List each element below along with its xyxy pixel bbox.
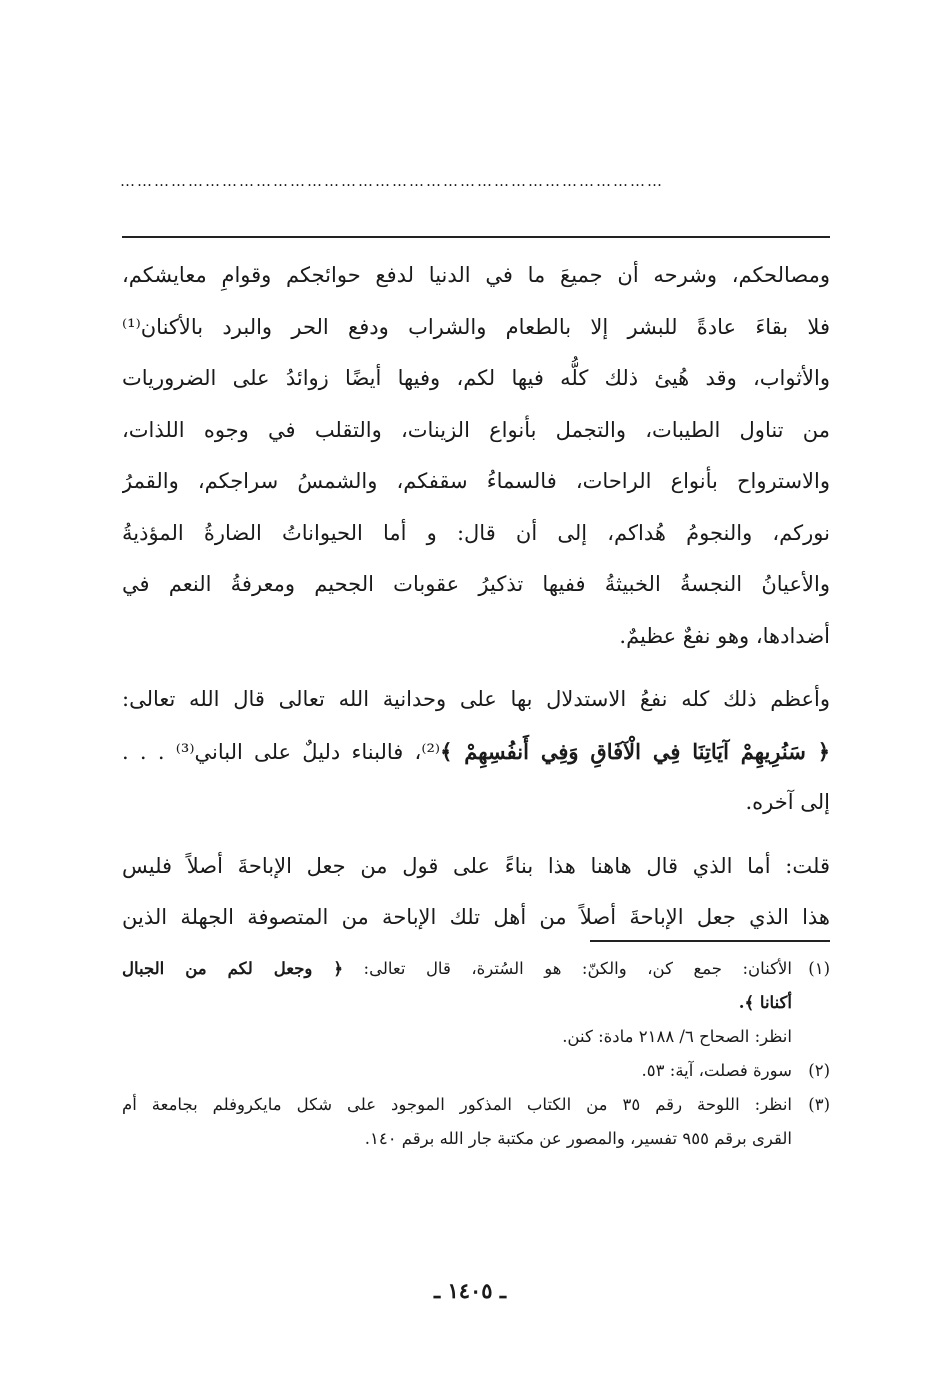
footnote-number: (١) [808,959,830,978]
footnote-reference: انظر: الصحاح ٦/ ٢١٨٨ مادة: كنن. [562,1027,792,1046]
header-rule [122,236,830,238]
footnote-3 [122,1088,830,1122]
footnote-text-cont: القرى برقم ٩٥٥ تفسير، والمصور عن مكتبة جار الله برقم ١٤٠. [364,1129,792,1148]
footnote-quran: ﴿ وجعل لكم من الجبال [122,959,344,978]
text-line: نوركم، والنجومُ هُداكم، إلى أن قال: و أما الحيواناتُ الضارةُ المؤذيةُ [122,520,830,545]
footnote-quran-cont: أكنانا ﴾. [738,993,792,1012]
main-text [122,250,830,944]
text-line: أضدادها، وهو نفعٌ عظيمٌ. [619,623,830,648]
quran-verse: ﴿ سَنُرِيهِمْ آيَاتِنَا فِي الْآفَاقِ وَفِي أَنفُسِهِمْ ﴾ [440,738,830,764]
footnote-text: الأكنان: جمع كن، والكنّ: هو السُترة، قال تعالى: [363,959,793,978]
text-line: من تناول الطيبات، والتجمل بأنواع الزينات، والتقلب في وجوه اللذات، [122,417,830,442]
text-line: والأعيانُ النجسةُ الخبيثةُ ففيها تذكيرُ عقوبات الجحيم ومعرفةُ النعم في [122,572,830,596]
verse-commentary: ⁽²⁾، فالبناء دليلٌ على الباني⁽³⁾ . . . [122,739,441,764]
footnote-text: سورة فصلت، آية: ٥٣. [641,1061,792,1080]
text-line: إلى آخره. [745,790,830,814]
footnotes [122,952,830,1156]
text-line: وأعظم ذلك كله نفعُ الاستدلال بها على وحدانية الله تعالى قال الله تعالى: [122,687,830,711]
footnote-number: (٢) [808,1061,830,1080]
header-dotted-line: …………………………………………………………………………………… [120,172,664,190]
text-line: والاسترواح بأنواع الراحات، فالسماءُ سقفكم، والشمسُ سراجكم، والقمرُ [122,469,830,493]
footnote-text: انظر: اللوحة رقم ٣٥ من الكتاب المذكور الموجود على شكل مايكروفلم بجامعة أم [122,1095,793,1114]
page-number: ـ ١٤٠٥ ـ [433,1278,507,1303]
text-line: قلت: أما الذي قال هاهنا هذا بناءً على قول من جعل الإباحةَ أصلاً فليس [122,853,830,878]
footnote-number: (٣) [808,1095,830,1114]
footnote-1 [122,952,830,986]
text-line: ومصالحكم، وشرحه أن جميعَ ما في الدنيا لدفع حوائجكم وقوامِ معايشكم، [122,263,830,287]
footnote-rule [590,940,830,942]
text-line: والأثواب، وقد هُيئ ذلك كلُّه فيها لكم، وفيها أيضًا زوائدُ على الضروريات [122,366,830,390]
text-line: هذا الذي جعل الإباحةَ أصلاً من أهل تلك الإباحة من المتصوفة الجهلة الذين [122,905,830,929]
footnote-2 [122,1054,830,1088]
text-line: فلا بقاءَ عادةً للبشر إلا بالطعام والشراب ودفع الحر والبرد بالأكنان⁽¹⁾ [122,314,830,339]
quran-verse-line [122,726,830,778]
